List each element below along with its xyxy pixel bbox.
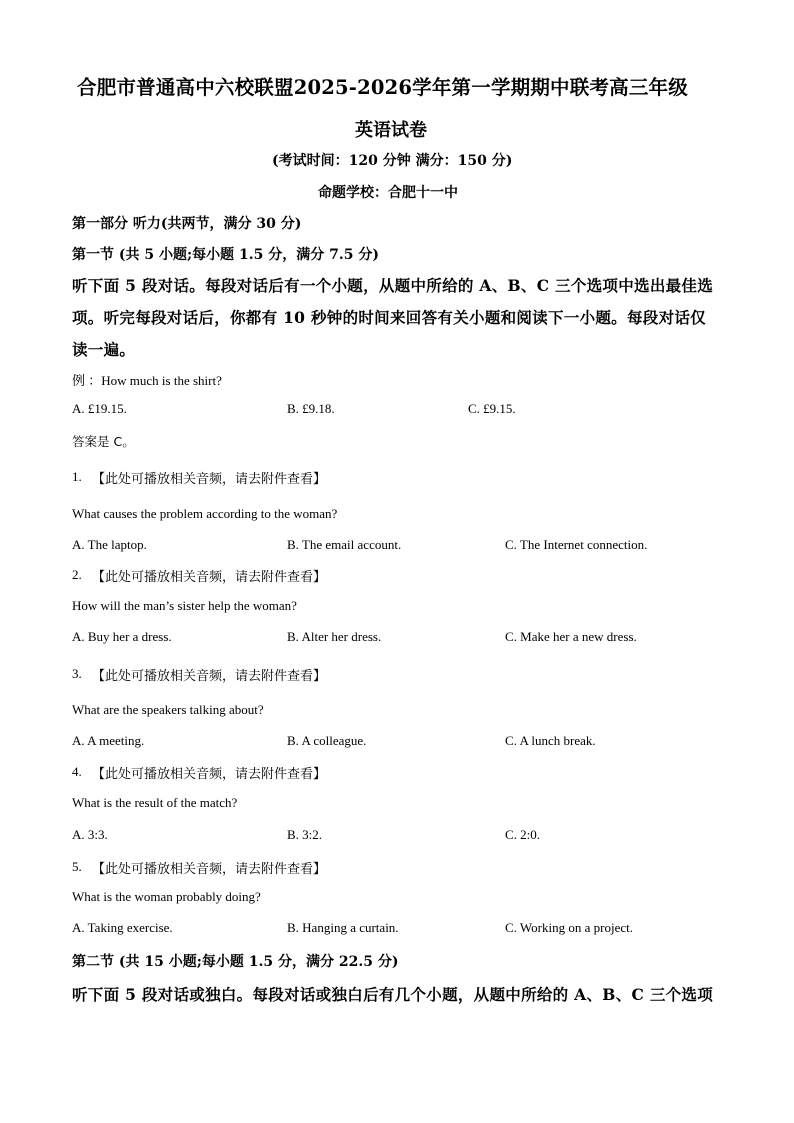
example-option-a: A. £19.15. [72,401,127,416]
question-text: What is the woman probably doing? [72,889,261,904]
question-text: What are the speakers talking about? [72,702,264,717]
audio-placeholder[interactable]: 【此处可播放相关音频，请去附件查看】 [92,472,327,487]
audio-placeholder[interactable]: 【此处可播放相关音频，请去附件查看】 [92,669,327,684]
audio-placeholder[interactable]: 【此处可播放相关音频，请去附件查看】 [92,570,327,585]
option-a: A. The laptop. [72,537,147,552]
question-text: How will the man’s sister help the woman? [72,598,297,613]
section1-heading: 第一节 (共 5 小题;每小题 1.5 分，满分 7.5 分) [72,247,379,263]
option-a: A. Taking exercise. [72,920,173,935]
question-number: 4. [72,764,82,779]
section2-heading: 第二节 (共 15 小题;每小题 1.5 分，满分 22.5 分) [72,954,399,970]
option-c: C. The Internet connection. [505,537,648,552]
exam-title: 合肥市普通高中六校联盟2025-2026学年第一学期期中联考高三年级 [77,76,688,99]
exam-info: (考试时间：120 分钟 满分：150 分) [272,153,513,169]
subject-title: 英语试卷 [355,120,427,141]
section1-instruction-line: 读一遍。 [72,340,136,359]
question-number: 5. [72,859,82,874]
example-answer: 答案是 C。 [72,434,135,449]
example-prompt: 例 ：How much is the shirt? [72,373,222,388]
question-number: 1. [72,469,82,484]
question-number: 2. [72,567,82,582]
option-a: A. A meeting. [72,733,145,748]
school-name: 命题学校：合肥十一中 [318,185,458,201]
part1-heading: 第一部分 听力(共两节，满分 30 分) [72,216,302,232]
audio-placeholder[interactable]: 【此处可播放相关音频，请去附件查看】 [92,767,327,782]
example-option-b: B. £9.18. [287,401,335,416]
question-text: What causes the problem according to the woman? [72,506,338,521]
section1-instruction-line: 听下面 5 段对话。每段对话后有一个小题，从题中所给的 A、B、C 三个选项中选出最佳选 [72,276,714,295]
option-c: C. Working on a project. [505,920,633,935]
question-number: 3. [72,666,82,681]
example-option-c: C. £9.15. [468,401,516,416]
option-b: B. Hanging a curtain. [287,920,399,935]
section1-instruction-line: 项。听完每段对话后，你都有 10 秒钟的时间来回答有关小题和阅读下一小题。每段对话仅 [72,308,706,327]
option-b: B. The email account. [287,537,402,552]
option-c: C. Make her a new dress. [505,629,637,644]
option-c: C. 2:0. [505,827,541,842]
section2-instruction: 听下面 5 段对话或独白。每段对话或独白后有几个小题，从题中所给的 A、B、C 三个选项 [72,985,714,1004]
question-text: What is the result of the match? [72,795,238,810]
option-b: B. A colleague. [287,733,367,748]
audio-placeholder[interactable]: 【此处可播放相关音频，请去附件查看】 [92,862,327,877]
option-b: B. Alter her dress. [287,629,382,644]
option-c: C. A lunch break. [505,733,596,748]
option-a: A. 3:3. [72,827,108,842]
option-a: A. Buy her a dress. [72,629,172,644]
option-b: B. 3:2. [287,827,323,842]
